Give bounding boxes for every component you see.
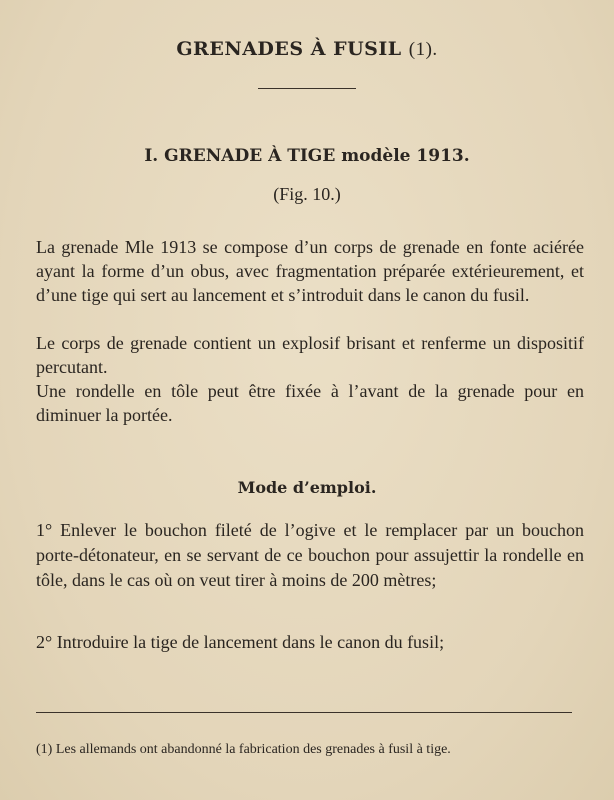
figure-reference: (Fig. 10.): [273, 184, 341, 204]
title-divider: [258, 88, 356, 89]
paragraph-1: La grenade Mle 1913 se compose d’un corps de grenade en fonte aciérée ayant la forme d’un obus, avec fragmentation préparée extérieurement, et d’une tige qui sert au lancement et s’introduit dans le canon du fusil.: [36, 237, 584, 305]
step-2: 2° Introduire la tige de lancement dans le canon du fusil;: [36, 632, 445, 652]
step-1: 1° Enlever le bouchon fileté de l’ogive et le remplacer par un bouchon porte-détonateur, en se servant de ce bouchon pour assujettir la rondelle en tôle, dans le cas où on veut tirer à moins de 200 mètres;: [36, 520, 584, 590]
section-heading: I. GRENADE À TIGE modèle 1913.: [144, 146, 470, 166]
footnote-divider: [36, 712, 572, 713]
page-title: [0, 38, 614, 61]
title-footnote-ref: (1).: [408, 39, 438, 60]
paragraph-3: Une rondelle en tôle peut être fixée à l’avant de la grenade pour en diminuer la portée.: [36, 381, 584, 425]
paragraph-2: Le corps de grenade contient un explosif brisant et renferme un dispositif percutant.: [36, 333, 584, 377]
title-text: GRENADES À FUSIL: [176, 38, 402, 60]
footnote: (1) Les allemands ont abandonné la fabrication des grenades à fusil à tige.: [36, 742, 451, 757]
subheading: Mode d’emploi.: [237, 478, 377, 497]
